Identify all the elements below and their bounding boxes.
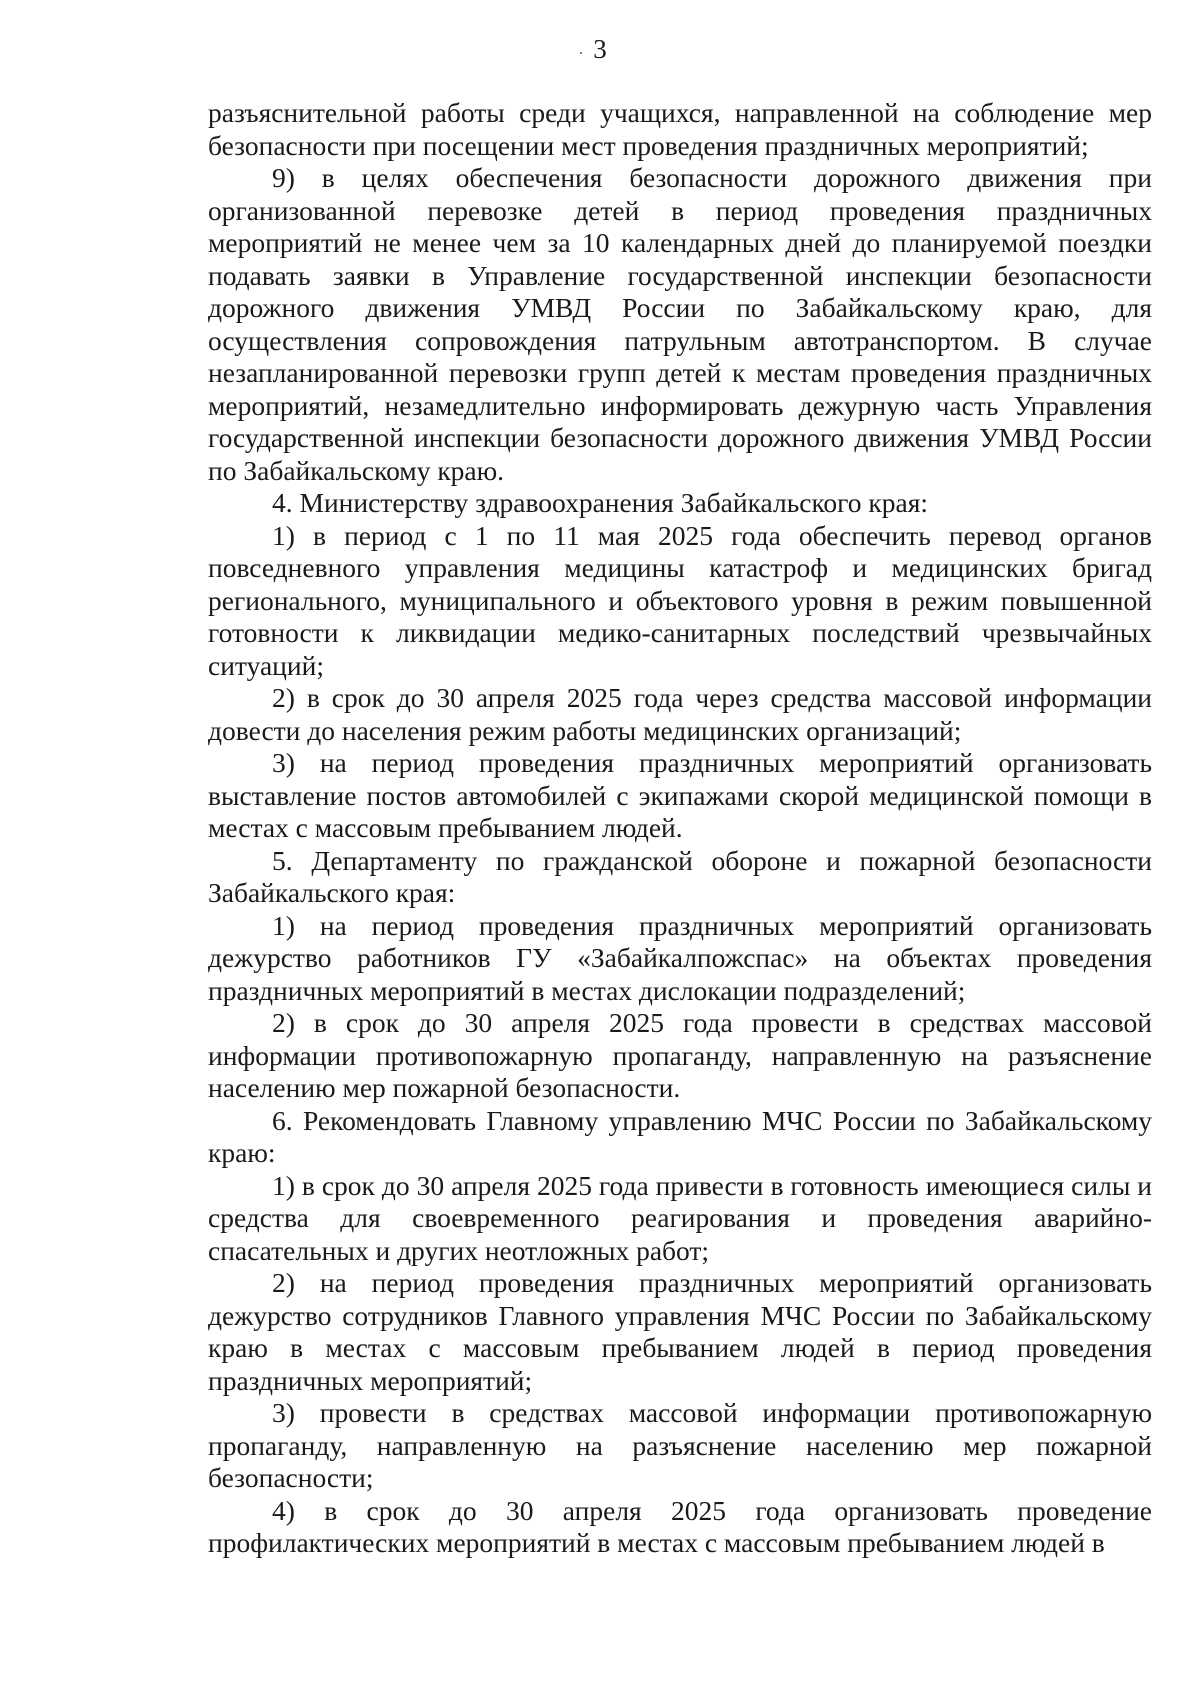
paragraph: 2) в срок до 30 апреля 2025 года провести в средствах массовой информации противопожарную пропаганду, направленную на разъяснение населению мер пожарной безопасности.	[208, 1007, 1152, 1103]
paragraph: 4. Министерству здравоохранения Забайкальского края:	[272, 487, 928, 518]
scan-dot	[580, 52, 582, 54]
paragraph: 4) в срок до 30 апреля 2025 года организовать проведение профилактических мероприятий в местах с массовым пребыванием людей в	[208, 1494, 1152, 1558]
paragraph: разъяснительной работы среди учащихся, направленной на соблюдение мер безопасности при посещении мест проведения праздничных мероприятий;	[208, 97, 1152, 161]
paragraph: 2) в срок до 30 апреля 2025 года через средства массовой информации довести до населения режим работы медицинских организаций;	[208, 682, 1152, 746]
paragraph: 2) на период проведения праздничных мероприятий организовать дежурство сотрудников Главного управления МЧС России по Забайкальскому краю в местах с массовым пребыванием людей в период проведения праздничных мероприятий;	[208, 1267, 1152, 1396]
paragraph: 6. Рекомендовать Главному управлению МЧС России по Забайкальскому краю:	[208, 1104, 1152, 1168]
paragraph: 1) на период проведения праздничных мероприятий организовать дежурство работников ГУ «Забайкалпожспас» на объектах проведения праздничных мероприятий в местах дислокации подразделений;	[208, 909, 1152, 1006]
paragraph: 1) в срок до 30 апреля 2025 года привести в готовность имеющиеся силы и средства для своевременного реагирования и проведения аварийно-спасательных и других неотложных работ;	[208, 1169, 1152, 1266]
page-number: 3	[593, 34, 607, 64]
paragraph: 3) на период проведения праздничных мероприятий организовать выставление постов автомобилей с экипажами скорой медицинской помощи в местах с массовым пребыванием людей.	[208, 747, 1152, 843]
paragraph: 5. Департаменту по гражданской обороне и пожарной безопасности Забайкальского края:	[208, 844, 1152, 908]
paragraph: 1) в период с 1 по 11 мая 2025 года обеспечить перевод органов повседневного управления медицины катастроф и медицинских бригад регионального, муниципального и объектового уровня в режим повышенной готовности к ликвидации медико-санитарных последствий чрезвычайных ситуаций;	[208, 519, 1152, 681]
document-body	[208, 97, 1152, 1560]
paragraph: 9) в целях обеспечения безопасности дорожного движения при организованной перевозке детей в период проведения праздничных мероприятий не менее чем за 10 календарных дней до планируемой поездки подавать заявки в Управление государственной инспекции безопасности дорожного движения УМВД России по Забайкальскому краю, для осуществления сопровождения патрульным автотранспортом. В случае незапланированной перевозки групп детей к местам проведения праздничных мероприятий, незамедлительно информировать дежурную часть Управления государственной инспекции безопасности дорожного движения УМВД России по Забайкальскому краю.	[208, 162, 1152, 486]
paragraph: 3) провести в средствах массовой информации противопожарную пропаганду, направленную на разъяснение населению мер пожарной безопасности;	[208, 1397, 1152, 1493]
